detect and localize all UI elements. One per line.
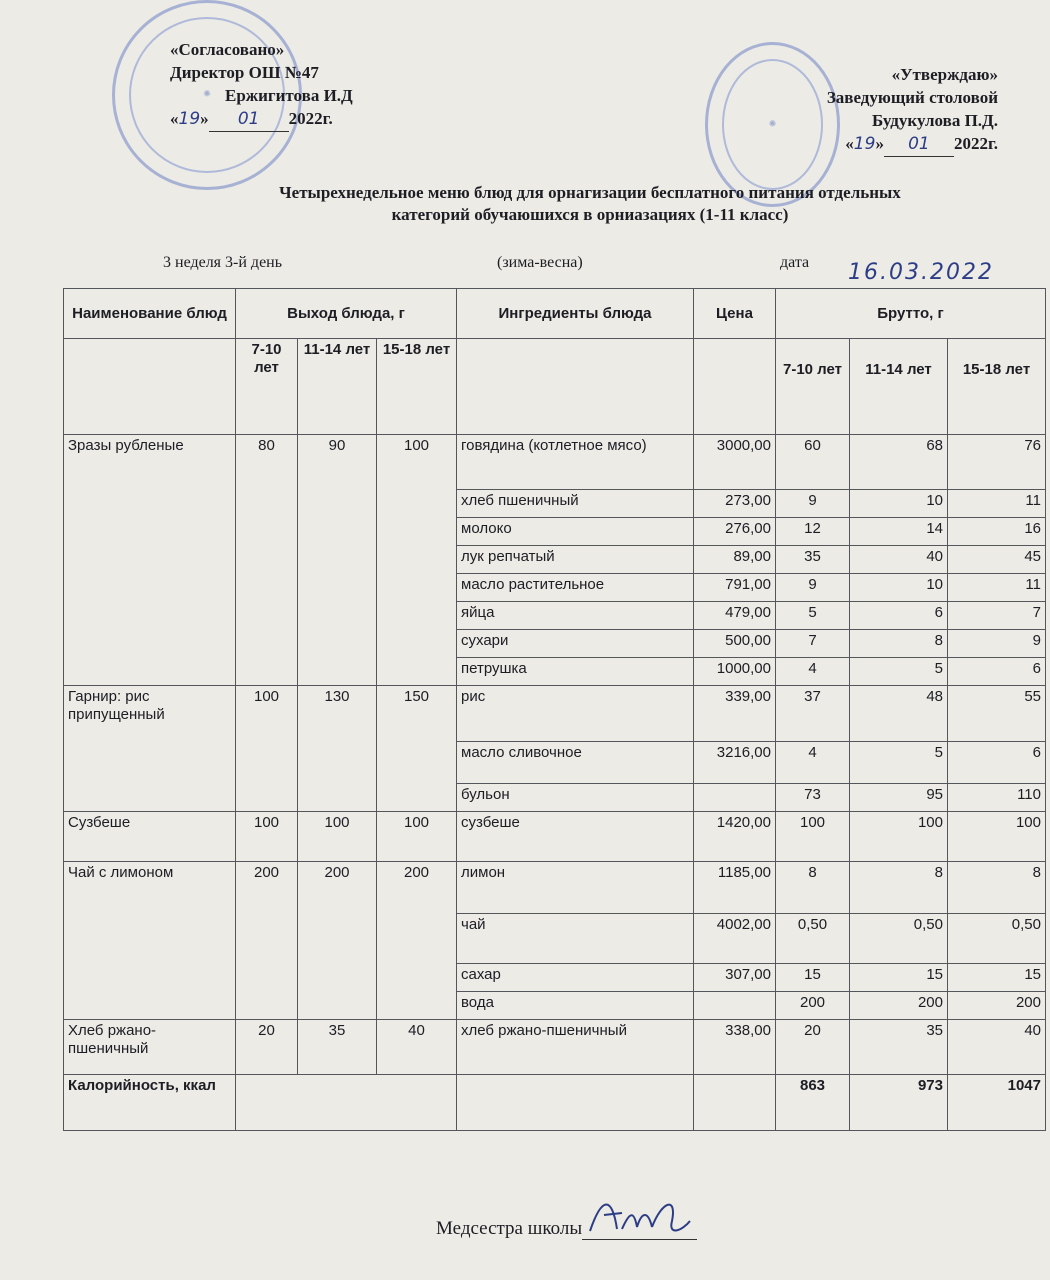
approval-left-position: Директор ОШ №47 (170, 63, 319, 82)
brutto-7-10: 4 (776, 658, 850, 686)
output-age-2: 11-14 лет (298, 339, 377, 435)
brutto-7-10: 15 (776, 964, 850, 992)
brutto-age-3: 15-18 лет (948, 339, 1046, 435)
ingredient-price (694, 784, 776, 812)
brutto-11-14: 5 (850, 742, 948, 784)
table-row (64, 812, 1046, 862)
brutto-15-18: 6 (948, 742, 1046, 784)
nurse-signature-block (436, 1218, 697, 1240)
brutto-7-10: 4 (776, 742, 850, 784)
ingredient-price: 276,00 (694, 518, 776, 546)
calorie-7-10: 863 (776, 1075, 850, 1131)
menu-table-body (64, 289, 1046, 1131)
ingredient-name: лук репчатый (457, 546, 694, 574)
ingredient-name: хлеб пшеничный (457, 490, 694, 518)
approval-right-date: «19» 01 2022г. (768, 132, 998, 157)
header-brutto: Брутто, г (776, 289, 1046, 339)
output-11-14: 130 (298, 686, 377, 812)
brutto-15-18: 110 (948, 784, 1046, 812)
seal-left-emblem: ✺ (203, 89, 211, 100)
nurse-label: Медсестра школы (436, 1218, 583, 1239)
brutto-15-18: 11 (948, 490, 1046, 518)
ingredient-price: 1420,00 (694, 812, 776, 862)
ingredient-name: хлеб ржано-пшеничный (457, 1020, 694, 1075)
table-row (64, 686, 1046, 742)
ingredient-name: вода (457, 992, 694, 1020)
ingredient-name: говядина (котлетное мясо) (457, 435, 694, 490)
menu-table (63, 288, 1046, 1131)
ingredient-name: яйца (457, 602, 694, 630)
output-15-18: 100 (377, 812, 457, 862)
brutto-11-14: 15 (850, 964, 948, 992)
output-7-10: 100 (236, 812, 298, 862)
brutto-15-18: 0,50 (948, 914, 1046, 964)
table-row (64, 1020, 1046, 1075)
brutto-15-18: 6 (948, 658, 1046, 686)
dish-name: Зразы рубленые (64, 435, 236, 686)
brutto-7-10: 5 (776, 602, 850, 630)
handwritten-signature (582, 1191, 692, 1241)
approval-block-left (170, 38, 353, 132)
brutto-7-10: 0,50 (776, 914, 850, 964)
ingredient-name: сухари (457, 630, 694, 658)
ingredient-price: 338,00 (694, 1020, 776, 1075)
signature-line (582, 1221, 697, 1240)
ingredient-price: 1000,00 (694, 658, 776, 686)
brutto-7-10: 20 (776, 1020, 850, 1075)
ingredient-name: петрушка (457, 658, 694, 686)
calorie-total-row (64, 1075, 1046, 1131)
seal-right-emblem: ✺ (768, 119, 777, 129)
age-header-row (64, 339, 1046, 435)
header-price: Цена (694, 289, 776, 339)
ingredient-name: чай (457, 914, 694, 964)
brutto-15-18: 16 (948, 518, 1046, 546)
brutto-7-10: 9 (776, 490, 850, 518)
calorie-blank-ingr (457, 1075, 694, 1131)
brutto-7-10: 35 (776, 546, 850, 574)
week-day-label: 3 неделя 3-й день (163, 254, 283, 271)
ingredient-name: бульон (457, 784, 694, 812)
brutto-11-14: 200 (850, 992, 948, 1020)
ingredient-name: молоко (457, 518, 694, 546)
calorie-11-14: 973 (850, 1075, 948, 1131)
brutto-11-14: 95 (850, 784, 948, 812)
ingredient-price: 791,00 (694, 574, 776, 602)
brutto-7-10: 60 (776, 435, 850, 490)
ingredient-name: масло растительное (457, 574, 694, 602)
ingredient-name: сахар (457, 964, 694, 992)
approval-right-name: Будукулова П.Д. (872, 111, 998, 130)
brutto-7-10: 7 (776, 630, 850, 658)
ingredient-name: сузбеше (457, 812, 694, 862)
ingredient-price: 273,00 (694, 490, 776, 518)
brutto-15-18: 45 (948, 546, 1046, 574)
output-11-14: 100 (298, 812, 377, 862)
brutto-11-14: 14 (850, 518, 948, 546)
brutto-11-14: 8 (850, 630, 948, 658)
output-7-10: 20 (236, 1020, 298, 1075)
calorie-15-18: 1047 (948, 1075, 1046, 1131)
brutto-11-14: 48 (850, 686, 948, 742)
brutto-15-18: 11 (948, 574, 1046, 602)
brutto-11-14: 35 (850, 1020, 948, 1075)
calorie-blank-output (236, 1075, 457, 1131)
output-11-14: 90 (298, 435, 377, 686)
document-title (150, 182, 1030, 226)
calorie-blank-price (694, 1075, 776, 1131)
approval-left-name: Ержигитова И.Д (225, 86, 353, 105)
approval-right-year: 2022г. (953, 134, 998, 153)
approval-block-right (768, 63, 998, 157)
header-row (64, 289, 1046, 339)
header-dish: Наименование блюд (64, 289, 236, 339)
brutto-15-18: 8 (948, 862, 1046, 914)
brutto-15-18: 200 (948, 992, 1046, 1020)
brutto-11-14: 8 (850, 862, 948, 914)
output-15-18: 100 (377, 435, 457, 686)
brutto-11-14: 10 (850, 490, 948, 518)
brutto-15-18: 9 (948, 630, 1046, 658)
approval-left-year: 2022г. (288, 109, 333, 128)
calorie-label: Калорийность, ккал (64, 1075, 236, 1131)
brutto-11-14: 6 (850, 602, 948, 630)
brutto-7-10: 100 (776, 812, 850, 862)
approval-right-heading: «Утверждаю» (891, 65, 998, 84)
ingredient-price: 479,00 (694, 602, 776, 630)
output-15-18: 150 (377, 686, 457, 812)
ingredient-price: 500,00 (694, 630, 776, 658)
ingredient-name: лимон (457, 862, 694, 914)
age-header-blank-ingr (457, 339, 694, 435)
output-7-10: 100 (236, 686, 298, 812)
brutto-15-18: 100 (948, 812, 1046, 862)
brutto-11-14: 68 (850, 435, 948, 490)
dish-name: Хлеб ржано-пшеничный (64, 1020, 236, 1075)
output-11-14: 35 (298, 1020, 377, 1075)
dish-name: Гарнир: рис припущенный (64, 686, 236, 812)
approval-left-date: «19» 01 2022г. (170, 107, 353, 132)
brutto-7-10: 8 (776, 862, 850, 914)
output-age-1: 7-10 лет (236, 339, 298, 435)
ingredient-price (694, 992, 776, 1020)
output-age-3: 15-18 лет (377, 339, 457, 435)
brutto-7-10: 37 (776, 686, 850, 742)
ingredient-price: 339,00 (694, 686, 776, 742)
date-value: 16.03.2022 (848, 260, 994, 285)
table-row (64, 435, 1046, 490)
ingredient-price: 1185,00 (694, 862, 776, 914)
approval-right-position: Заведующий столовой (826, 88, 998, 107)
brutto-11-14: 40 (850, 546, 948, 574)
dish-name: Сузбеше (64, 812, 236, 862)
header-ingredients: Ингредиенты блюда (457, 289, 694, 339)
header-output: Выход блюда, г (236, 289, 457, 339)
output-15-18: 200 (377, 862, 457, 1020)
ingredient-name: рис (457, 686, 694, 742)
brutto-age-1: 7-10 лет (776, 339, 850, 435)
brutto-15-18: 76 (948, 435, 1046, 490)
brutto-7-10: 12 (776, 518, 850, 546)
title-line-2: категорий обучаюшихся в орниазациях (1-11 класс) (391, 205, 789, 224)
approval-left-month: 01 (237, 109, 260, 129)
ingredient-price: 89,00 (694, 546, 776, 574)
ingredient-price: 3216,00 (694, 742, 776, 784)
brutto-15-18: 15 (948, 964, 1046, 992)
ingredient-price: 3000,00 (694, 435, 776, 490)
date-label: дата (780, 254, 810, 271)
title-line-1: Четырехнедельное меню блюд для орнагизации бесплатного питания отдельных (279, 183, 901, 202)
brutto-11-14: 100 (850, 812, 948, 862)
approval-left-heading: «Согласовано» (170, 40, 285, 59)
ingredient-price: 307,00 (694, 964, 776, 992)
approval-right-month: 01 (908, 134, 930, 154)
table-row (64, 862, 1046, 914)
output-15-18: 40 (377, 1020, 457, 1075)
ingredient-price: 4002,00 (694, 914, 776, 964)
output-7-10: 80 (236, 435, 298, 686)
brutto-7-10: 200 (776, 992, 850, 1020)
brutto-7-10: 73 (776, 784, 850, 812)
brutto-11-14: 5 (850, 658, 948, 686)
season-label: (зима-весна) (497, 254, 583, 271)
brutto-11-14: 0,50 (850, 914, 948, 964)
approval-left-day: 19 (178, 109, 201, 129)
ingredient-name: масло сливочное (457, 742, 694, 784)
age-header-blank-price (694, 339, 776, 435)
brutto-age-2: 11-14 лет (850, 339, 948, 435)
brutto-15-18: 55 (948, 686, 1046, 742)
brutto-15-18: 7 (948, 602, 1046, 630)
output-11-14: 200 (298, 862, 377, 1020)
dish-name: Чай с лимоном (64, 862, 236, 1020)
brutto-7-10: 9 (776, 574, 850, 602)
age-header-blank (64, 339, 236, 435)
output-7-10: 200 (236, 862, 298, 1020)
brutto-11-14: 10 (850, 574, 948, 602)
brutto-15-18: 40 (948, 1020, 1046, 1075)
approval-right-day: 19 (853, 134, 876, 154)
